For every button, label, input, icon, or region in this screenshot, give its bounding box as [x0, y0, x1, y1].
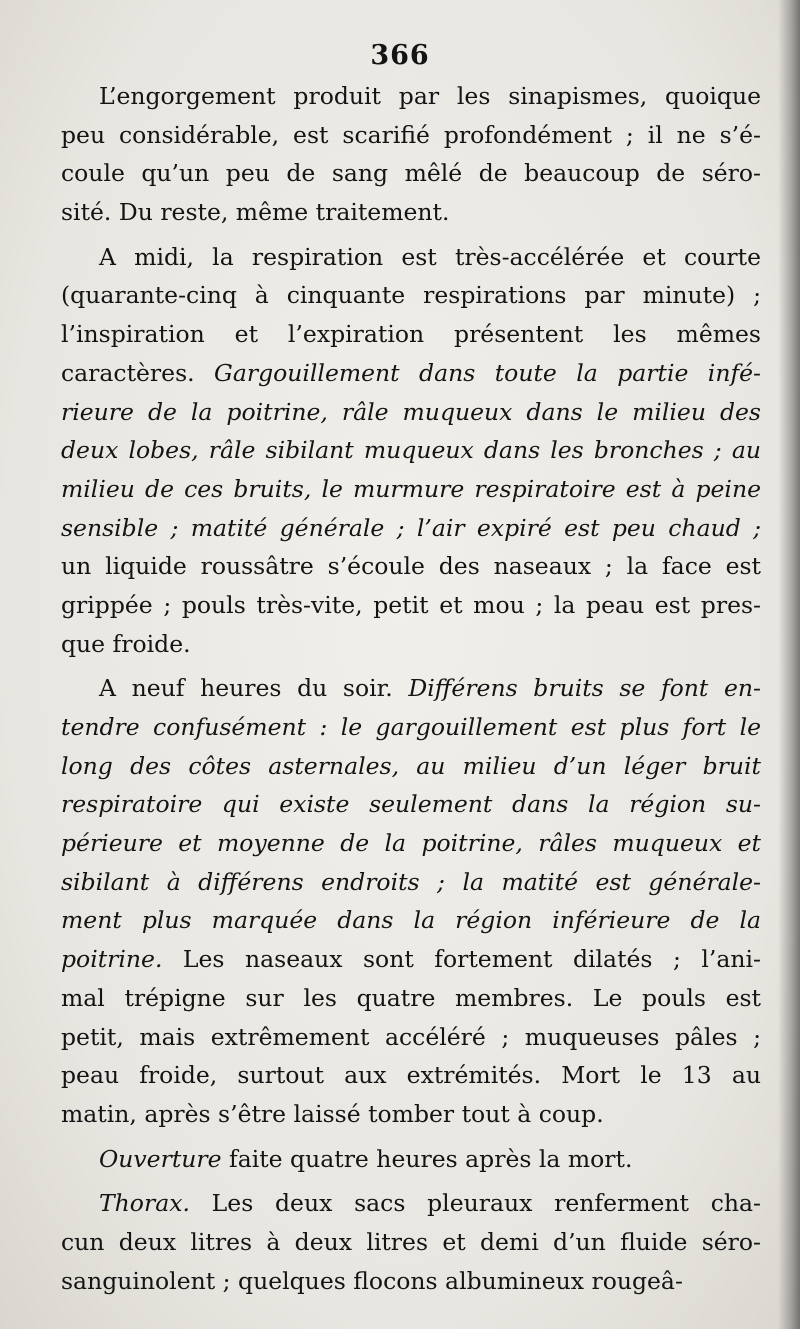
text-line: [61, 940, 761, 979]
text-segment: A midi, la respiration est très-accélérée et courte: [99, 242, 761, 271]
text-line: [61, 901, 761, 940]
text-line: [61, 238, 761, 277]
paragraph: [61, 1140, 761, 1179]
text-line: [61, 154, 761, 193]
text-line: [61, 509, 761, 548]
text-line: [61, 863, 761, 902]
text-line: [61, 77, 761, 116]
italic-segment: long des côtes asternales, au milieu d’un léger bruit: [61, 751, 761, 780]
text-segment: faite quatre heures après la mort.: [221, 1144, 633, 1173]
text-segment: que froide.: [61, 629, 191, 658]
text-segment: grippée ; pouls très-vite, petit et mou ; la peau est pres-: [61, 590, 761, 619]
text-line: [61, 669, 761, 708]
text-line: [61, 354, 761, 393]
italic-segment: ment plus marquée dans la région inférieure de la: [61, 906, 761, 935]
text-line: [61, 1056, 761, 1095]
text-segment: A neuf heures du soir.: [99, 674, 409, 703]
page-edge-shadow: [778, 0, 800, 1329]
text-line: [61, 193, 761, 232]
italic-segment: Ouverture: [99, 1144, 222, 1173]
text-segment: petit, mais extrêmement accéléré ; muqueuses pâles ;: [61, 1022, 761, 1051]
text-segment: Les naseaux sont fortement dilatés ; l’ani-: [162, 945, 761, 974]
text-line: [61, 315, 761, 354]
page-number: 366: [370, 40, 430, 71]
text-line: [61, 747, 761, 786]
text-line: [61, 1140, 761, 1179]
text-segment: matin, après s’être laissé tomber tout à coup.: [61, 1099, 604, 1128]
text-segment: coule qu’un peu de sang mêlé de beaucoup de séro-: [61, 159, 761, 188]
text-line: [61, 785, 761, 824]
text-segment: (quarante-cinq à cinquante respirations par minute) ;: [61, 281, 761, 310]
text-line: [61, 393, 761, 432]
text-segment: caractères.: [61, 358, 215, 387]
text-segment: l’inspiration et l’expiration présentent les mêmes: [61, 320, 761, 349]
text-line: [61, 979, 761, 1018]
text-segment: peu considérable, est scarifié profondément ; il ne s’é-: [61, 120, 761, 149]
text-line: [61, 824, 761, 863]
italic-segment: respiratoire qui existe seulement dans la région su-: [61, 790, 761, 819]
italic-segment: poitrine.: [61, 945, 163, 974]
paragraph: [61, 77, 761, 232]
text-line: [61, 116, 761, 155]
text-line: [61, 1262, 761, 1301]
paragraph: [61, 1184, 761, 1300]
paragraph: [61, 669, 761, 1133]
text-segment: cun deux litres à deux litres et demi d’un fluide séro-: [61, 1227, 761, 1256]
italic-segment: Gargouillement dans toute la partie infé-: [214, 358, 761, 387]
italic-segment: sibilant à différens endroits ; la matité est générale-: [61, 867, 761, 896]
italic-segment: tendre confusément : le gargouillement est plus fort le: [61, 713, 761, 741]
text-segment: sité. Du reste, même traitement.: [61, 198, 450, 227]
body-text: [61, 77, 761, 1300]
text-segment: Les deux sacs pleuraux renferment cha-: [189, 1189, 761, 1218]
text-line: [61, 708, 761, 747]
text-line: [61, 547, 761, 586]
text-segment: peau froide, surtout aux extrémités. Mort le 13 au: [61, 1061, 761, 1090]
text-line: [61, 1018, 761, 1057]
text-segment: mal trépigne sur les quatre membres. Le pouls est: [61, 983, 761, 1012]
paragraph: [61, 238, 761, 664]
text-line: [61, 470, 761, 509]
text-line: [61, 1184, 761, 1223]
italic-segment: sensible ; matité générale ; l’air expiré est peu chaud ;: [61, 513, 761, 542]
text-line: [61, 586, 761, 625]
text-segment: sanguinolent ; quelques flocons albumineux rougeâ-: [61, 1266, 683, 1295]
text-line: [61, 1223, 761, 1262]
text-line: [61, 1095, 761, 1134]
text-segment: L’engorgement produit par les sinapismes, quoique: [99, 82, 761, 110]
text-line: [61, 431, 761, 470]
italic-segment: milieu de ces bruits, le murmure respiratoire est à peine: [61, 474, 761, 503]
text-segment: un liquide roussâtre s’écoule des naseaux ; la face est: [61, 552, 761, 581]
italic-segment: deux lobes, râle sibilant muqueux dans les bronches ; au: [61, 436, 761, 465]
italic-segment: rieure de la poitrine, râle muqueux dans le milieu des: [61, 397, 761, 426]
italic-segment: périeure et moyenne de la poitrine, râles muqueux et: [61, 829, 761, 858]
italic-segment: Thorax.: [99, 1189, 190, 1218]
italic-segment: Différens bruits se font en-: [408, 674, 761, 703]
text-line: [61, 625, 761, 664]
text-line: [61, 276, 761, 315]
